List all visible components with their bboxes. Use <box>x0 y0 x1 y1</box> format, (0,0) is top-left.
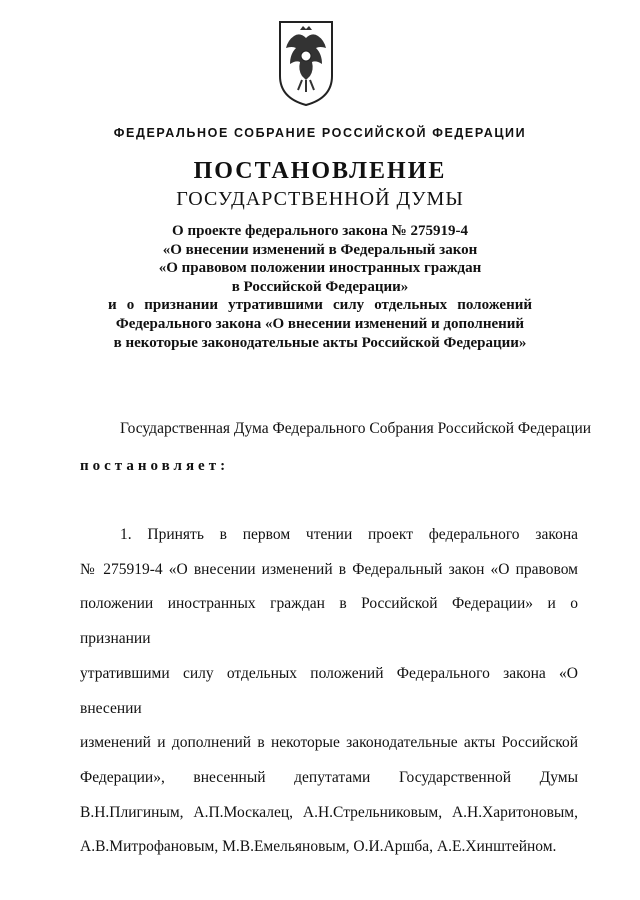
document-title: ПОСТАНОВЛЕНИЕ <box>193 158 447 184</box>
body-line: изменений и дополнений в некоторые законодательные акты Российской <box>80 734 578 752</box>
subject-line: и о признании утратившими силу отдельных положений <box>108 297 532 314</box>
subject-line: Федерального закона «О внесении изменений и дополнений <box>115 315 525 332</box>
decree-preamble: Государственная Дума Федерального Собрания Российской Федерации <box>120 420 592 437</box>
subject-block <box>108 222 532 352</box>
body-line: 1. Принять в первом чтении проект федерального закона <box>120 526 578 543</box>
body-line: утратившими силу отдельных положений Федерального закона «О внесении <box>80 664 578 717</box>
body-line: № 275919-4 «О внесении изменений в Федеральный закон «О правовом <box>80 560 578 578</box>
body-line: Федерации», внесенный депутатами Государственной Думы <box>80 768 578 786</box>
assembly-name: ФЕДЕРАЛЬНОЕ СОБРАНИЕ РОССИЙСКОЙ ФЕДЕРАЦИИ <box>113 126 527 140</box>
subject-line: в Российской Федерации» <box>231 278 409 295</box>
body-line: положении иностранных граждан в Российской Федерации» и о признании <box>80 595 578 648</box>
body-line: А.В.Митрофановым, М.В.Емельяновым, О.И.Аршба, А.Е.Хинштейном. <box>80 838 557 856</box>
body-paragraph <box>80 518 578 865</box>
coat-of-arms-icon <box>276 18 336 108</box>
body-line: В.Н.Плигиным, А.П.Москалец, А.Н.Стрельниковым, А.Н.Харитоновым, <box>80 803 578 821</box>
subject-line: «О правовом положении иностранных граждан <box>158 260 482 277</box>
subject-line: «О внесении изменений в Федеральный закон <box>162 241 478 258</box>
decree-resolves: постановляет: <box>80 458 230 474</box>
subject-line: О проекте федерального закона № 275919-4 <box>172 223 468 239</box>
subject-line: в некоторые законодательные акты Российской Федерации» <box>113 334 527 351</box>
document-subtitle: ГОСУДАРСТВЕННОЙ ДУМЫ <box>176 188 464 210</box>
